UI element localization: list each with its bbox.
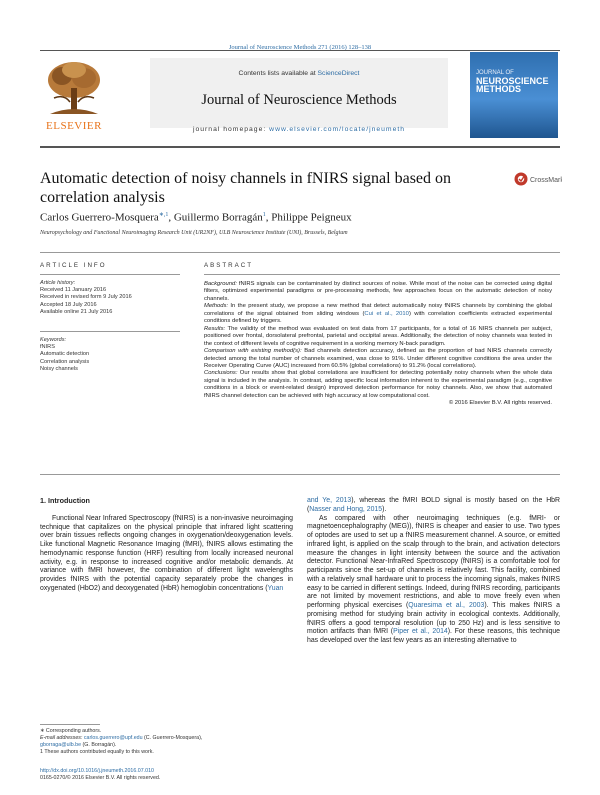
footnote-equal-contribution: 1 These authors contributed equally to this work. bbox=[40, 749, 154, 755]
footnotes bbox=[40, 728, 293, 756]
background-label: Background: bbox=[204, 281, 237, 287]
cover-title-line-1: NEUROSCIENCE bbox=[476, 76, 549, 86]
body-column-left bbox=[40, 497, 293, 594]
email-owner: (G. Borragán). bbox=[81, 742, 117, 748]
spacer bbox=[40, 506, 293, 515]
abstract-bottom-rule bbox=[40, 474, 560, 475]
crossmark-badge[interactable] bbox=[514, 172, 562, 186]
abstract-results bbox=[204, 326, 552, 348]
intro-paragraph-2 bbox=[307, 515, 560, 646]
abstract-heading: ABSTRACT bbox=[204, 262, 254, 269]
article-history bbox=[40, 280, 180, 316]
issn-line: 0165-0270/© 2016 Elsevier B.V. All rights reserved. bbox=[40, 775, 161, 781]
article-title: Automatic detection of noisy channels in fNIRS signal based on correlation analysis bbox=[40, 170, 452, 206]
methods-citation-link[interactable]: Cui et al., 2010 bbox=[364, 310, 409, 317]
author-separator: , bbox=[168, 211, 174, 224]
paragraph-text: ). bbox=[382, 505, 387, 513]
header-rule bbox=[40, 146, 560, 148]
crossmark-label: CrossMark bbox=[530, 177, 562, 184]
paragraph-text: As compared with other neuroimaging techniques (e.g. fMRI- or magnetoencephalography (MEG)), fNIRS is cheaper and easier to use. Two types of optodes are used to set up a fNIRS measurement channel. A source, or emitted infrared light, is applied on the scalp through to the brain, and activation detectors measure the changes in light intensity between the source and the activation detector. Functional Near-InfraRed Spectroscopy (fNIRS) is a comfortable tool for participants since the set-up of channels is relatively fast. This facility, combined with a relatively small hardware unit to process the incoming signals, makes fNIRS easy to be carried in different settings. Indeed, during fNIRS recording, participants are not limited by movement restrictions, and able to move freely even when performing physical exercises ( bbox=[307, 514, 560, 609]
comparison-text: Bad channels detection accuracy, defined as the proportion of bad NIRS channels correctly detected among the total number of channels examined, was close to 91%. Under different cognitive conditions the area under the Receiver Operating Curve (AUC) increased from 60.5% (global correlations) to 91.2% (local correlations). bbox=[204, 348, 553, 369]
cover-title-line-2: METHODS bbox=[476, 84, 521, 94]
history-revised: Received in revised form 9 July 2016 bbox=[40, 294, 132, 301]
article-info-rule bbox=[40, 274, 180, 275]
contents-line bbox=[150, 70, 448, 77]
journal-citation[interactable]: Journal of Neuroscience Methods 271 (2016) 128–138 bbox=[228, 44, 372, 51]
email-owner: (C. Guerrero-Mosquera), bbox=[142, 735, 203, 741]
background-text: fNIRS signals can be contaminated by distinct sources of noise. While most of the noise can be corrected using digital filters, optimized experimental paradigms or pre-processing methods, few approaches focus on the automatic detection of noisy channels. bbox=[204, 281, 552, 302]
abstract-conclusions bbox=[204, 370, 552, 400]
keywords-label: Keywords: bbox=[40, 337, 67, 343]
author-1-marks[interactable]: ∗,1 bbox=[158, 212, 169, 218]
citation-link[interactable]: Quaresima et al., 2003 bbox=[408, 602, 485, 609]
sciencedirect-link[interactable]: ScienceDirect bbox=[317, 70, 360, 77]
keywords bbox=[40, 337, 180, 373]
results-label: Results: bbox=[204, 325, 226, 332]
paragraph-text: ), whereas the fMRI BOLD signal is mostly based on the HbR ( bbox=[307, 497, 560, 513]
cover-title bbox=[476, 77, 556, 93]
citation-link[interactable]: Nasser and Hong, 2015 bbox=[309, 505, 383, 513]
intro-citation-link[interactable]: Yuan bbox=[267, 584, 284, 592]
conclusions-label: Conclusions: bbox=[204, 370, 238, 377]
author-1[interactable]: Carlos Guerrero-Mosquera bbox=[40, 211, 159, 224]
abstract-comparison bbox=[204, 348, 552, 370]
abstract-body bbox=[204, 281, 552, 408]
journal-title: Journal of Neuroscience Methods bbox=[201, 92, 397, 108]
email-label: E-mail addresses: bbox=[40, 735, 84, 741]
history-label: Article history: bbox=[40, 280, 76, 286]
author-list bbox=[40, 211, 560, 224]
article-info-heading: ARTICLE INFO bbox=[40, 262, 107, 269]
abstract-methods bbox=[204, 303, 552, 325]
email-link[interactable]: gborraga@ulb.be bbox=[40, 742, 82, 748]
keyword: Correlation analysis bbox=[40, 358, 90, 365]
citation-link[interactable]: Piper et al., 2014 bbox=[393, 628, 448, 636]
keywords-rule bbox=[40, 331, 180, 332]
abstract-rule bbox=[204, 274, 560, 275]
section-heading-introduction: 1. Introduction bbox=[40, 496, 90, 505]
body-column-right bbox=[307, 497, 560, 646]
footnote-emails bbox=[40, 735, 293, 742]
footnote-rule bbox=[40, 724, 100, 725]
homepage-link[interactable]: www.elsevier.com/locate/jneumeth bbox=[269, 126, 406, 133]
email-link[interactable]: carlos.guerrero@upf.edu bbox=[83, 735, 143, 741]
doi-block bbox=[40, 768, 293, 782]
elsevier-tree-logo bbox=[40, 58, 108, 118]
author-3[interactable]: Philippe Peigneux bbox=[271, 211, 352, 224]
intro-paragraph-1 bbox=[40, 515, 293, 594]
keyword: Automatic detection bbox=[40, 351, 90, 358]
footnote-emails-cont bbox=[40, 742, 293, 749]
history-received: Received 11 January 2016 bbox=[40, 287, 107, 294]
journal-cover-image bbox=[470, 52, 558, 138]
cover-label: JOURNAL OF bbox=[476, 70, 514, 76]
history-accepted: Accepted 18 July 2016 bbox=[40, 301, 97, 308]
doi-link[interactable]: http://dx.doi.org/10.1016/j.jneumeth.2016.07.010 bbox=[40, 768, 154, 774]
abstract-copyright: © 2016 Elsevier B.V. All rights reserved. bbox=[448, 400, 552, 407]
keyword: fNIRS bbox=[40, 344, 55, 351]
comparison-label: Comparison with existing method(s): bbox=[204, 348, 302, 355]
footnote-corresponding: ∗ Corresponding authors. bbox=[40, 728, 102, 734]
author-separator: , bbox=[265, 211, 272, 224]
citation-link[interactable]: and Ye, 2013 bbox=[307, 497, 352, 504]
methods-text: In the present study, we propose a new method that detect automatically noisy fNIRS channels by combining the global correlations of the signal obtained from sliding windows ( bbox=[204, 303, 552, 317]
journal-homepage bbox=[150, 126, 448, 133]
author-2[interactable]: Guillermo Borragán bbox=[173, 211, 263, 224]
author-2-marks[interactable]: 1 bbox=[262, 212, 266, 218]
history-online: Available online 21 July 2016 bbox=[40, 308, 113, 315]
top-rule bbox=[40, 50, 560, 51]
results-text: The validity of the method was evaluated on test data from 17 participants, for a total of 16 NIRS channels per subject, positioned over frontal, dorsolateral prefrontal, parietal and occipital areas. Additionally, the detection of noisy channels was tested in the context of different levels of cognitive requirement in a working memory N-back paradigm. bbox=[204, 325, 552, 347]
paragraph-text: ). For these reasons, this technique has developed over the last few years as an interesting alternative to bbox=[307, 628, 560, 644]
affiliation: Neuropsychology and Functional Neuroimaging Research Unit (UR2NF), ULB Neuroscience Institute (UNI), Brussels, Belgium bbox=[40, 230, 348, 236]
homepage-prefix: journal homepage: bbox=[192, 126, 270, 133]
contents-prefix: Contents lists available at bbox=[238, 70, 318, 77]
abstract-background bbox=[204, 281, 552, 303]
methods-text-end: ) with correlation coefficients extracted experimental conditions defined by triggers. bbox=[204, 310, 552, 325]
methods-label: Methods: bbox=[204, 303, 229, 310]
publisher-name: ELSEVIER bbox=[46, 120, 102, 132]
affiliation-rule bbox=[40, 252, 560, 253]
intro-paragraph-1-cont bbox=[307, 497, 560, 515]
keyword: Noisy channels bbox=[40, 365, 78, 372]
conclusions-text: Our results show that global correlations are insufficient for detecting potentially noisy channels when the whole data signal is included in the analysis. In contrast, adding specific local information inherent to the experimental paradigm (e.g., cognitive conditions in a block or event-related design) improved detection performance for noisy channels. Also, we show that automated fNIRS channel detection can be achieved with high accuracy at low computational cost. bbox=[204, 370, 552, 399]
intro-paragraph-1-text: Functional Near Infrared Spectroscopy (fNIRS) is a non-invasive neuroimaging technique that capitalizes on the physical principle that infrared light scattering over brain tissues reflects ongoing changes in oxygenation/deoxygenation levels. Like functional Magnetic Resonance Imaging (fMRI), fNIRS allows estimating the hemodynamic response function (HRF) resulting from locally increased neuronal activity, e.g. in response to increased cognitive and/or metabolic demands. At variance with fMRI however, the combination of different light wavelengths provides fNIRS with the potential capacity separately probe the changes in oxygenated (HbO2) and deoxygenated (HbR) hemoglobin concentrations ( bbox=[40, 514, 293, 592]
paragraph-text: ). This makes fNIRS a promising method for studying brain activity in ecological contexts. Additionally, fNIRS offers a good temporal resolution (up to 250 Hz) and is less sensitive to motion artifacts than fMRI ( bbox=[307, 602, 560, 636]
